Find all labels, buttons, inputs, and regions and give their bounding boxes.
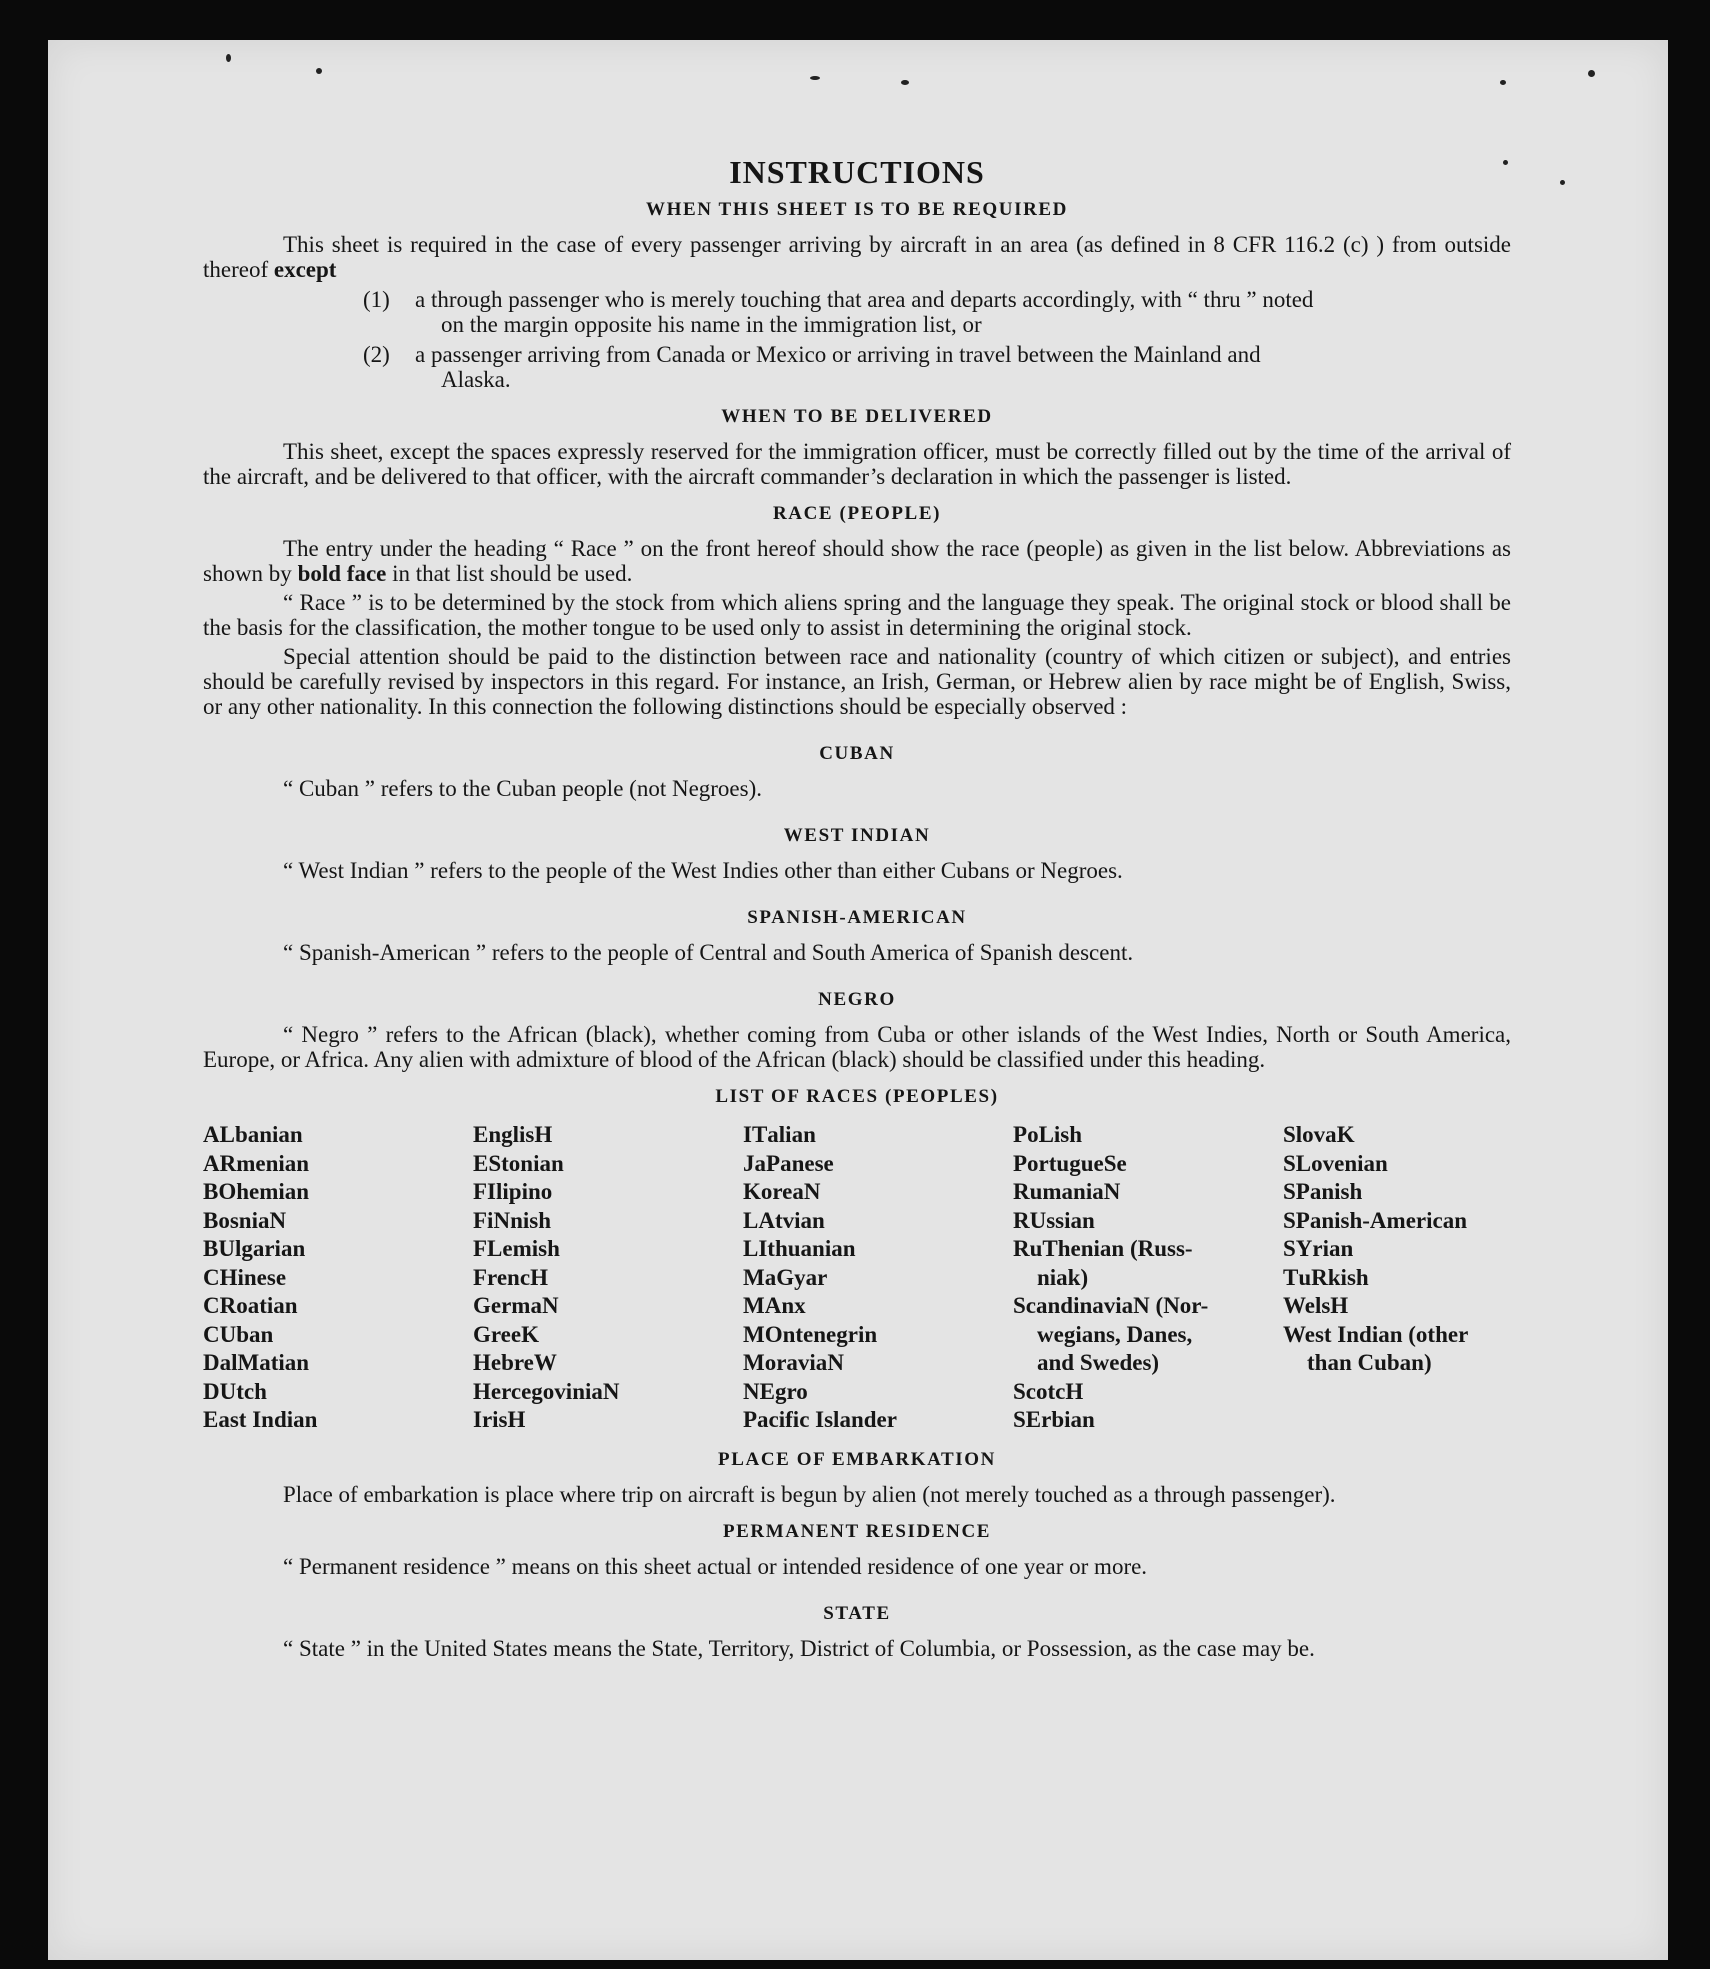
race-text: Englis <box>473 1122 535 1147</box>
race-name <box>1013 1236 1193 1261</box>
race-text: o <box>1027 1122 1039 1147</box>
race-abbrev: P <box>766 1150 781 1176</box>
race-text: banian <box>234 1122 303 1147</box>
race-entry <box>743 1321 1013 1350</box>
race-continuation: niak) <box>1037 1264 1089 1290</box>
race-text: tch <box>236 1378 267 1404</box>
race-name <box>1283 1265 1369 1290</box>
race-text: ish <box>1053 1122 1083 1147</box>
instructions-content <box>203 154 1511 1661</box>
race-name <box>203 1407 317 1432</box>
race-name <box>473 1151 564 1176</box>
race-name <box>743 1350 844 1375</box>
race-abbrev: N <box>803 1179 821 1204</box>
exception-line: on the margin opposite his name in the immigration list, or <box>441 312 982 337</box>
race-entry <box>203 1207 473 1236</box>
race-text: ntenegrin <box>782 1321 878 1347</box>
race-name <box>743 1236 856 1261</box>
race-abbrev: AL <box>203 1122 235 1147</box>
race-name <box>743 1265 827 1290</box>
race-text: gro <box>774 1378 808 1404</box>
race-name <box>1013 1407 1095 1432</box>
race-abbrev: N <box>493 1207 511 1233</box>
race-text: Korea <box>743 1179 804 1204</box>
race-text: Scandinavia <box>1013 1293 1134 1318</box>
heading-spanish-american: SPANISH-AMERICAN <box>747 907 967 928</box>
race-text: menian <box>236 1150 310 1176</box>
race-abbrev: K <box>1336 1122 1355 1147</box>
race-entry <box>743 1178 1013 1207</box>
race-entry <box>1013 1207 1283 1236</box>
race-abbrev: AR <box>203 1150 237 1176</box>
race-abbrev: SP <box>1283 1179 1310 1204</box>
race-abbrev: FI <box>473 1179 496 1204</box>
race-entry <box>473 1378 743 1407</box>
race-entry <box>1013 1406 1283 1435</box>
race-entry <box>473 1235 743 1264</box>
race-abbrev: G <box>776 1264 795 1290</box>
race-abbrev: SE <box>1013 1407 1042 1432</box>
race-name <box>473 1350 557 1375</box>
document-sheet <box>48 40 1668 1960</box>
race-entry <box>1013 1178 1283 1207</box>
race-name <box>1283 1151 1388 1176</box>
required-intro-text: This sheet is required in the case of every passenger arriving by aircraft in an area (as defined in 8 CFR 116.2 (c) ) from outside thereof <box>203 232 1511 282</box>
race-abbrev: SY <box>1283 1236 1313 1261</box>
race-entry <box>203 1349 473 1378</box>
race-name <box>1013 1179 1120 1204</box>
speck <box>1588 70 1595 77</box>
heading-race: RACE (PEOPLE) <box>772 503 942 524</box>
race-entry <box>1283 1264 1511 1293</box>
exception-text <box>415 287 1511 337</box>
race-abbrev: L <box>1038 1122 1054 1147</box>
race-text: Ja <box>743 1150 766 1176</box>
race-text: kish <box>1327 1264 1369 1290</box>
race-abbrev: P <box>1013 1122 1028 1147</box>
heading-when-required: WHEN THIS SHEET IS TO BE REQUIRED <box>645 199 1069 220</box>
race-abbrev: K <box>521 1321 539 1347</box>
race-entry <box>743 1378 1013 1407</box>
race-entry <box>203 1406 473 1435</box>
race-entry <box>473 1207 743 1236</box>
race-paragraph-1 <box>203 536 1511 586</box>
race-text: inese <box>237 1264 287 1290</box>
race-text: ssian <box>1046 1207 1095 1233</box>
race-abbrev: FL <box>473 1236 503 1261</box>
race-continuation: than Cuban) <box>1307 1350 1432 1375</box>
west-indian-paragraph: “ West Indian ” refers to the people of the West Indies other than either Cubans or Negroes. <box>283 858 1123 883</box>
race-name <box>473 1265 548 1290</box>
race-entry <box>1283 1207 1511 1236</box>
race-name <box>1283 1208 1467 1233</box>
heading-when-delivered: WHEN TO BE DELIVERED <box>721 406 993 427</box>
race-text: nx <box>781 1293 806 1318</box>
race-entry <box>203 1178 473 1207</box>
race-abbrev: CU <box>203 1321 237 1347</box>
heading-list-of-races: LIST OF RACES (PEOPLES) <box>715 1086 999 1107</box>
race-text: emish <box>502 1236 560 1261</box>
race-text: Wels <box>1283 1293 1331 1318</box>
race-name <box>203 1265 286 1290</box>
race-name <box>743 1322 877 1347</box>
speck <box>316 68 322 74</box>
race-name <box>743 1151 834 1176</box>
race-entry <box>203 1264 473 1293</box>
race-entry <box>743 1406 1013 1435</box>
race-entry <box>1013 1150 1283 1179</box>
race-entry <box>1013 1378 1283 1407</box>
state-paragraph: “ State ” in the United States means the State, Territory, District of Columbia, or Possession, as the case may be. <box>283 1635 1315 1661</box>
exception-line: a through passenger who is merely touching that area and departs accordingly, with “ thru ” noted <box>415 287 1314 312</box>
race-text: thuanian <box>767 1236 856 1261</box>
speck <box>901 80 909 85</box>
race-name <box>203 1208 286 1233</box>
races-column <box>743 1121 1013 1435</box>
race-text: al <box>219 1350 238 1375</box>
race-abbrev: M <box>237 1350 260 1375</box>
race-name <box>473 1293 559 1318</box>
race-abbrev: SL <box>1283 1150 1312 1176</box>
race-abbrev: H <box>530 1264 548 1290</box>
race-entry <box>1283 1292 1511 1321</box>
races-column <box>473 1121 743 1435</box>
race-abbrev: CH <box>203 1264 238 1290</box>
race-entry <box>473 1150 743 1179</box>
race-name <box>1013 1293 1208 1318</box>
exception-item-2 <box>363 342 1511 392</box>
exception-line: a passenger arriving from Canada or Mexico or arriving in travel between the Mainland and <box>415 342 1261 367</box>
race-name <box>203 1293 298 1318</box>
race-text: Scotc <box>1013 1378 1066 1404</box>
race-name <box>473 1407 525 1432</box>
race-abbrev: N <box>1133 1293 1150 1318</box>
race-text: Rumania <box>1013 1179 1104 1204</box>
race-text: Pacific Islander <box>743 1407 897 1432</box>
race-abbrev: RU <box>1013 1207 1047 1233</box>
race-text: rian <box>1312 1236 1354 1261</box>
race-entry <box>203 1121 473 1150</box>
race-entry <box>1283 1121 1511 1150</box>
race-text: henian (Russ- <box>1057 1236 1193 1261</box>
race-continuation: wegians, Danes, <box>1037 1321 1193 1347</box>
race-abbrev: LI <box>743 1236 768 1261</box>
race-name <box>473 1122 552 1147</box>
race-abbrev: W <box>533 1350 557 1375</box>
negro-paragraph: “ Negro ” refers to the African (black), whether coming from Cuba or other islands of the West Indies, North or South America, Europe, or Africa. Any alien with admixture of blood of the African (black) should be classified under this heading. <box>203 1022 1511 1072</box>
race-text: Slova <box>1283 1122 1337 1147</box>
race-name <box>1013 1151 1127 1176</box>
embarkation-paragraph: Place of embarkation is place where trip on aircraft is begun by alien (not merely touched as a through passenger). <box>283 1481 1336 1507</box>
race-abbrev: LA <box>743 1207 775 1233</box>
race-text: West Indian (other <box>1283 1321 1469 1347</box>
required-intro-except: except <box>273 257 337 282</box>
race-entry <box>1013 1121 1283 1150</box>
race-text: lgarian <box>234 1236 306 1261</box>
race-text: rbian <box>1041 1407 1095 1432</box>
race-abbrev: R <box>1311 1264 1328 1290</box>
race-entry <box>743 1292 1013 1321</box>
race-entry <box>473 1349 743 1378</box>
race-text: Hercegovinia <box>473 1378 603 1404</box>
race-entry <box>203 1150 473 1179</box>
race-abbrev: DU <box>203 1378 237 1404</box>
exception-item-1 <box>363 287 1511 337</box>
cuban-paragraph: “ Cuban ” refers to the Cuban people (not Negroes). <box>283 776 763 801</box>
race-entry <box>1283 1235 1511 1264</box>
race-name <box>473 1379 620 1404</box>
race-entry <box>203 1235 473 1264</box>
race-text: Ru <box>1013 1236 1043 1261</box>
race-entry <box>473 1321 743 1350</box>
heading-negro: NEGRO <box>818 989 896 1010</box>
race-entry <box>743 1207 1013 1236</box>
speck <box>810 76 820 80</box>
spanish-american-paragraph: “ Spanish-American ” refers to the people of Central and South America of Spanish descent. <box>283 940 1134 965</box>
race-abbrev: S <box>1103 1150 1117 1176</box>
race-text: alian <box>767 1122 816 1147</box>
race-name <box>473 1236 560 1261</box>
race-text: Gree <box>473 1321 522 1347</box>
race-abbrev: N <box>602 1378 620 1404</box>
race-abbrev: MA <box>743 1293 782 1318</box>
race-paragraph-3: Special attention should be paid to the distinction between race and nationality (country of which citizen or subject), and entries should be carefully revised by inspectors in this regard. For instance, an Irish, German, or Hebrew alien by race might be of English, Swiss, or any other nationality. In this connection the following distinctions should be especially observed : <box>203 644 1511 719</box>
race-abbrev: T <box>1042 1236 1058 1261</box>
races-column <box>1283 1121 1511 1435</box>
race-text: Fi <box>473 1207 494 1233</box>
race-name <box>473 1179 552 1204</box>
heading-embarkation: PLACE OF EMBARKATION <box>718 1448 996 1470</box>
residence-paragraph: “ Permanent residence ” means on this sheet actual or intended residence of one year or more. <box>283 1553 1148 1579</box>
race-abbrev: N <box>541 1293 559 1318</box>
race-entry <box>743 1121 1013 1150</box>
speck <box>1500 80 1506 85</box>
race-text: yar <box>794 1264 828 1290</box>
race-name <box>203 1350 309 1375</box>
race-abbrev: N <box>827 1350 844 1375</box>
exception-line: Alaska. <box>441 367 511 392</box>
race-text: ban <box>236 1321 274 1347</box>
race-abbrev: H <box>1330 1293 1349 1318</box>
race-name <box>1283 1293 1348 1318</box>
page-title: INSTRUCTIONS <box>729 154 985 190</box>
race-abbrev: H <box>507 1407 526 1432</box>
race-abbrev: SP <box>1283 1207 1310 1233</box>
race-abbrev: D <box>203 1350 220 1375</box>
race-abbrev: IT <box>743 1122 768 1147</box>
race-entry <box>1013 1235 1283 1292</box>
race-text: Moravia <box>743 1350 828 1375</box>
race-abbrev: CR <box>203 1293 237 1318</box>
race-p1-tail: in that list should be used. <box>392 561 633 586</box>
exception-number: (2) <box>363 342 390 367</box>
race-name <box>743 1208 825 1233</box>
race-abbrev: T <box>1283 1264 1299 1290</box>
race-abbrev: BO <box>203 1179 237 1204</box>
speck <box>1560 180 1565 185</box>
races-list <box>203 1121 1511 1435</box>
race-text: lipino <box>496 1179 553 1204</box>
race-text: osnia <box>218 1207 270 1233</box>
race-text: Portugue <box>1013 1150 1104 1176</box>
race-abbrev: B <box>203 1207 219 1233</box>
race-name <box>1013 1122 1082 1147</box>
race-text: u <box>1298 1264 1312 1290</box>
race-text: tvian <box>774 1207 825 1233</box>
race-entry <box>203 1292 473 1321</box>
heading-west-indian: WEST INDIAN <box>783 825 931 846</box>
race-text: anish-American <box>1309 1207 1468 1233</box>
race-text: Ma <box>743 1264 777 1290</box>
race-name <box>1013 1208 1095 1233</box>
race-entry <box>743 1264 1013 1293</box>
required-intro <box>203 232 1511 282</box>
race-name <box>203 1179 309 1204</box>
race-text: (Nor- <box>1149 1293 1209 1318</box>
race-name <box>203 1236 305 1261</box>
race-abbrev: N <box>269 1207 287 1233</box>
race-text: Hebre <box>473 1350 534 1375</box>
race-entry <box>203 1378 473 1407</box>
race-abbrev: NE <box>743 1378 775 1404</box>
race-name <box>743 1122 816 1147</box>
race-name <box>203 1322 273 1347</box>
race-name <box>203 1379 267 1404</box>
race-entry <box>473 1121 743 1150</box>
race-text: atian <box>259 1350 310 1375</box>
race-entry <box>743 1349 1013 1378</box>
race-name <box>743 1293 806 1318</box>
races-column <box>203 1121 473 1435</box>
race-name <box>1013 1379 1083 1404</box>
heading-state: STATE <box>823 1602 891 1624</box>
race-name <box>1283 1179 1362 1204</box>
race-text: East Indian <box>203 1407 318 1432</box>
race-name <box>743 1379 808 1404</box>
race-text: Germa <box>473 1293 542 1318</box>
race-text: hemian <box>236 1179 310 1204</box>
race-abbrev: N <box>1103 1179 1121 1204</box>
race-name <box>1283 1236 1353 1261</box>
race-entry <box>473 1178 743 1207</box>
race-text: anese <box>780 1150 834 1176</box>
race-paragraph-2: “ Race ” is to be determined by the stock from which aliens spring and the language they speak. The original stock or blood shall be the basis for the classification, the mother tongue to be used only to assist in determining the original stock. <box>203 590 1511 640</box>
race-entry <box>743 1235 1013 1264</box>
race-text: anish <box>1309 1179 1363 1204</box>
race-entry <box>1283 1178 1511 1207</box>
race-text: Iris <box>473 1407 508 1432</box>
heading-cuban: CUBAN <box>819 743 895 764</box>
race-text: e <box>1116 1150 1127 1176</box>
race-abbrev: BU <box>203 1236 235 1261</box>
race-p1-bold: bold face <box>297 561 387 586</box>
race-entry <box>743 1150 1013 1179</box>
race-text: Frenc <box>473 1264 531 1290</box>
race-abbrev: ES <box>473 1150 502 1176</box>
race-name <box>203 1122 303 1147</box>
heading-permanent-residence: PERMANENT RESIDENCE <box>722 1520 992 1542</box>
race-text: ovenian <box>1311 1150 1388 1176</box>
race-abbrev: MO <box>743 1321 783 1347</box>
exception-number: (1) <box>363 287 390 312</box>
race-name <box>743 1407 897 1432</box>
race-p1-text: The entry under the heading “ Race ” on the front hereof should show the race (people) as given in the list below. Abbreviations as shown by <box>203 536 1511 586</box>
race-entry <box>1283 1150 1511 1179</box>
race-name <box>1283 1122 1355 1147</box>
race-abbrev: H <box>534 1122 553 1147</box>
race-text: tonian <box>501 1150 564 1176</box>
speck <box>226 54 231 62</box>
race-continuation: and Swedes) <box>1037 1350 1160 1375</box>
race-text: oatian <box>236 1293 298 1318</box>
race-name <box>743 1179 821 1204</box>
races-column <box>1013 1121 1283 1435</box>
race-name <box>473 1322 539 1347</box>
race-entry <box>473 1406 743 1435</box>
race-entry <box>1283 1321 1511 1378</box>
race-text: nish <box>510 1207 552 1233</box>
delivered-paragraph: This sheet, except the spaces expressly reserved for the immigration officer, must be correctly filled out by the time of the arrival of the aircraft, and be delivered to that officer, with the aircraft commander’s declaration in which the passenger is listed. <box>203 439 1511 489</box>
race-abbrev: H <box>1065 1378 1084 1404</box>
exception-text <box>415 342 1511 392</box>
race-name <box>1283 1322 1468 1347</box>
race-entry <box>473 1264 743 1293</box>
race-name <box>473 1208 551 1233</box>
race-entry <box>1013 1292 1283 1378</box>
race-name <box>203 1151 309 1176</box>
race-entry <box>473 1292 743 1321</box>
race-entry <box>203 1321 473 1350</box>
